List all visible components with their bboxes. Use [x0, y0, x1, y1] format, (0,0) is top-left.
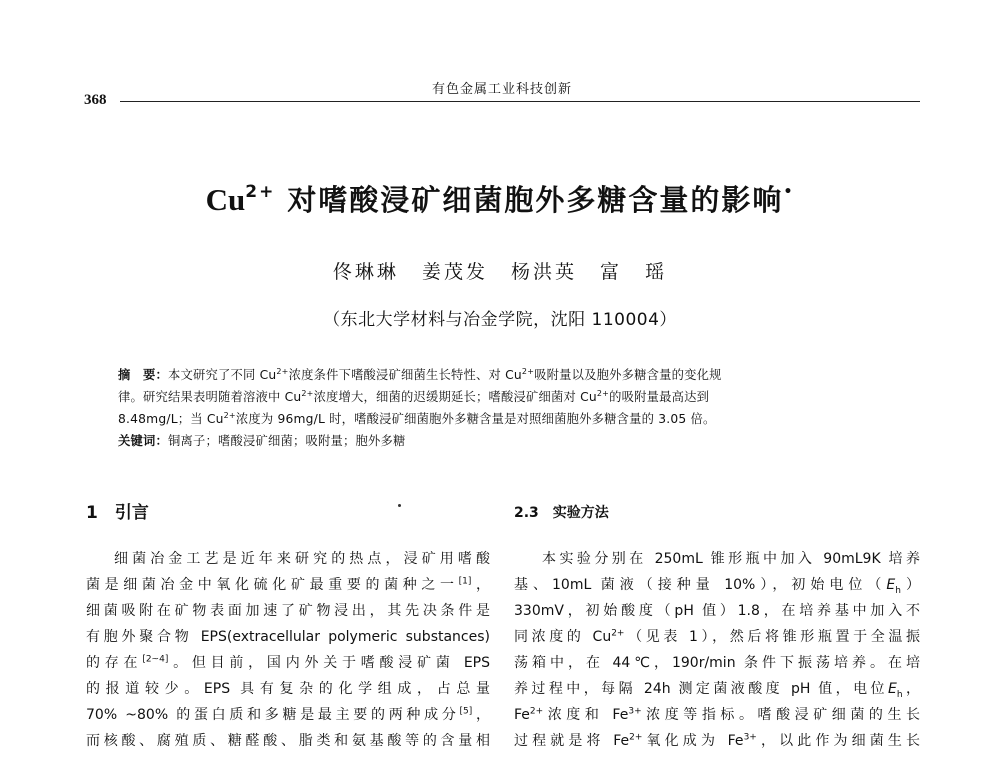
body-text: ，以此作为细菌生长	[756, 733, 921, 749]
charge-superscript: 2+	[529, 706, 544, 717]
left-column	[86, 500, 490, 754]
body-text: 70% ~80% 的蛋白质和多糖是最主要的两种成分	[86, 707, 460, 723]
subscript: h	[895, 585, 901, 596]
body-text: Fe	[514, 707, 530, 723]
abstract-text: 浓度增大，细菌的迟缓期延长；嗜酸浸矿细菌对 Cu	[313, 390, 597, 404]
citation: [5]	[459, 706, 473, 717]
title-footnote-mark: •	[783, 184, 795, 200]
charge-superscript: 2+	[596, 388, 610, 398]
citation: [2~4]	[142, 654, 169, 665]
abstract-line	[118, 386, 888, 408]
body-line: 细菌冶金工艺是近年来研究的热点，浸矿用嗜酸	[114, 551, 490, 567]
body-text: 菌是细菌冶金中氧化硫化矿最重要的菌种之一	[86, 577, 459, 593]
charge-superscript: 3+	[628, 706, 642, 717]
body-line: 330mV，初始酸度（pH 值）1.8，在培养基中加入不	[514, 603, 920, 619]
right-column	[514, 500, 920, 754]
title-cu: Cu	[205, 182, 246, 217]
body-line: 有胞外聚合物 EPS(extracellular polymeric substances)	[86, 629, 490, 645]
body-text: ）	[900, 577, 920, 593]
title-cu-charge: 2+	[245, 182, 276, 202]
body-text: 过程就是将 Fe	[514, 733, 630, 749]
potential-symbol: E	[887, 681, 897, 697]
body-line	[86, 650, 490, 676]
abstract-text: 吸附量以及胞外多糖含量的变化规	[534, 368, 722, 382]
abstract-text: 的吸附量最高达到	[609, 390, 710, 404]
charge-superscript: 2+	[276, 366, 289, 376]
abstract-text: 浓度为 96mg/L 时，嗜酸浸矿细菌胞外多糖含量是对照细菌胞外多糖含量的 3.05 倍。	[235, 412, 716, 426]
page-number: 368	[84, 92, 111, 109]
body-text: 同浓度的 Cu	[514, 629, 612, 645]
body-line	[86, 702, 490, 728]
keywords: 铜离子；嗜酸浸矿细菌；吸附量；胞外多糖	[168, 434, 406, 448]
body-line: 的报道较少。EPS 具有复杂的化学组成，占总量	[86, 681, 490, 697]
body-text: ，	[902, 681, 920, 697]
running-header	[84, 78, 920, 108]
body-line	[514, 572, 920, 598]
charge-superscript: 2+	[611, 628, 625, 639]
body-line: 本实验分别在 250mL 锥形瓶中加入 90mL9K 培养	[542, 551, 920, 567]
body-text: 养过程中，每隔 24h 测定菌液酸度 pH 值，电位	[514, 681, 888, 697]
title-text: 对嗜酸浸矿细菌胞外多糖含量的影响	[287, 183, 784, 217]
affiliation: （东北大学材料与冶金学院，沈阳 110004）	[323, 310, 677, 330]
keywords-line	[118, 430, 888, 452]
keywords-label: 关键词：	[118, 434, 168, 448]
body-line: 细菌吸附在矿物表面加速了矿物浸出，其先决条件是	[86, 603, 490, 619]
charge-superscript: 2+	[521, 366, 535, 376]
body-text: 氧化成为 Fe	[642, 733, 744, 749]
body-text: 。但目前，国内外关于嗜酸浸矿菌 EPS	[168, 655, 491, 671]
header-rule	[120, 101, 920, 102]
body-text: 的存在	[86, 655, 143, 671]
abstract-line	[118, 364, 888, 386]
author-list: 佟琳琳 姜茂发 杨洪英 富 瑶	[332, 261, 668, 283]
body-line: 而核酸、腐殖质、糖醛酸、脂类和氨基酸等的含量相	[86, 733, 490, 749]
section-heading-methods: 2.3 实验方法	[514, 505, 609, 521]
body-text: 浓度和 Fe	[543, 707, 629, 723]
body-text: （见表 1），然后将锥形瓶置于全温振	[624, 629, 920, 645]
subscript: h	[896, 689, 903, 700]
body-text: ，	[471, 577, 491, 593]
body-line	[86, 572, 490, 598]
charge-superscript: 3+	[743, 732, 757, 743]
body-text: 浓度等指标。嗜酸浸矿细菌的生长	[641, 707, 921, 723]
body-line	[514, 676, 920, 702]
citation: [1]	[458, 576, 472, 587]
potential-symbol: E	[886, 577, 896, 593]
abstract-label: 摘 要：	[118, 368, 168, 382]
charge-superscript: 2+	[301, 388, 314, 398]
abstract-text: 浓度条件下嗜酸浸矿细菌生长特性、对 Cu	[288, 368, 522, 382]
abstract-text: 8.48mg/L；当 Cu	[118, 412, 224, 426]
section-heading-introduction: 1 引言	[86, 503, 149, 523]
body-line: 荡箱中，在 44℃，190r/min 条件下振荡培养。在培	[514, 655, 920, 671]
body-text: ，	[472, 707, 491, 723]
body-line	[514, 702, 920, 728]
paper-title	[0, 178, 1000, 219]
body-line	[514, 624, 920, 650]
abstract	[118, 364, 888, 452]
body-line	[514, 728, 920, 754]
charge-superscript: 2+	[223, 410, 236, 420]
charge-superscript: 2+	[629, 732, 643, 743]
journal-name: 有色金属工业科技创新	[431, 82, 572, 97]
abstract-text: 律。研究结果表明随着溶液中 Cu	[118, 390, 302, 404]
abstract-text: 本文研究了不同 Cu	[168, 368, 277, 382]
body-text: 基、10mL 菌液（接种量 10%），初始电位（	[514, 577, 887, 593]
abstract-line	[118, 408, 888, 430]
